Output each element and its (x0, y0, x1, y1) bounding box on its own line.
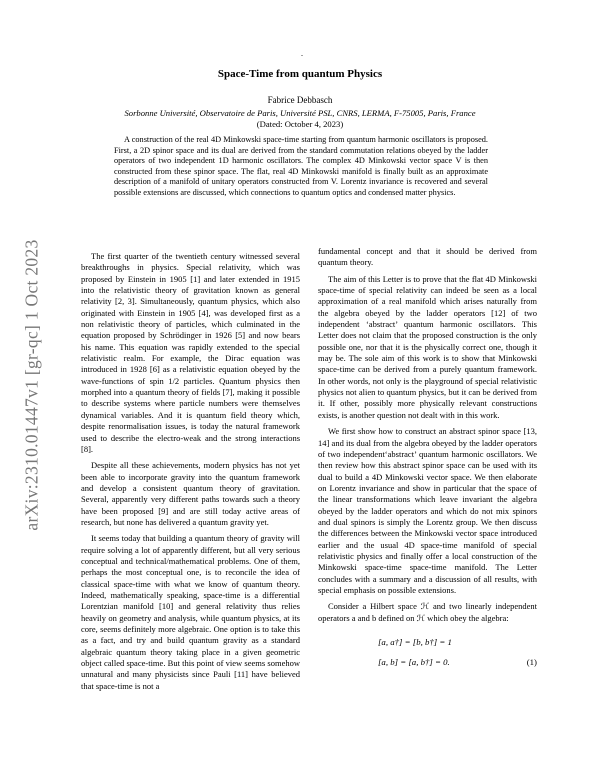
paragraph: fundamental concept and that it should be derived from quantum theory. (318, 246, 537, 268)
paragraph: The aim of this Letter is to prove that the flat 4D Minkowski space-time of special relativity can indeed be seen as a local approximation of a real manifold which arises naturally from the algebra obeyed by the ladder operators [12] of two independent ‘abstract’ quantum harmonic oscillators. This Letter does not claim that the proposed construction is the only possible one, nor that it is the physically correct one, though it may be. The sole aim of this work is to show that Minkowski space-time can be derived from a purely quantum framework. In other words, not only is the playground of special relativistic physics not alien to quantum physics, but it can be derived from it. If other, possibly more physically relevant constructions exists, is another question not dealt with in this work. (318, 273, 537, 420)
equation-number: (1) (526, 657, 537, 667)
author: Fabrice Debbasch (267, 95, 333, 105)
arxiv-sidebar (14, 215, 50, 555)
paper-title: Space-Time from quantum Physics (217, 68, 383, 80)
paragraph: Consider a Hilbert space ℋ and two linearly independent operators a and b defined on ℋ which obey the algebra: (318, 601, 537, 623)
paragraph: It seems today that building a quantum theory of gravity will require solving a lot of apparently different, but all very serious conceptual and technical/mathematical problems. One of them, perhaps the most conceptual one, is to reconcile the idea of classical space-time with what we know of quantum theory. Indeed, mathematically speaking, space-time is a differential Lorentzian manifold [10] and general relativity thus relies heavily on geometry and analysis, while quantum physics, at its core, seems definitely more algebraic. One option is to take this as a fact, and try and build quantum gravity as a standard algebraic quantum theory taking place in a given geometric object called space-time. But this point of view seems somehow unnatural and many physicists since Pauli [11] have believed that space-time is not a (81, 533, 300, 691)
paragraph: Despite all these achievements, modern physics has not yet been able to incorporate gravity into the quantum framework and develop a consistent quantum theory of gravitation. Several, apparently very different paths towards such a theory have been proposed [9] and are still today active areas of research, but none has delivered a quantum gravity yet. (81, 460, 300, 527)
header-mark: . (301, 49, 303, 58)
affiliation: Sorbonne Université, Observatoire de Paris, Université PSL, CNRS, LERMA, F-75005, Paris, France (124, 108, 476, 118)
arxiv-id: arXiv:2310.01447v1 [gr-qc] 1 Oct 2023 (21, 239, 42, 531)
equation-1 (318, 629, 537, 675)
abstract: A construction of the real 4D Minkowski space-time starting from quantum harmonic oscillators is proposed. First, a 2D spinor space and its dual are derived from the standard commutation relations obeyed by the ladder operators of two independent 1D harmonic oscillators. The complex 4D Minkowski vector space V is then constructed from these spinor space. The flat, real 4D Minkowski manifold is finally built as an approximate description of a manifold of unitary operators constructed from V. Lorentz invariance is recovered and several possible extensions are discussed, which connections to quantum optics and condensed matter physics. (114, 135, 488, 197)
paragraph: We first show how to construct an abstract spinor space [13, 14] and its dual from the algebra obeyed by the ladder operators of two independent‘abstract’ quantum harmonic oscillators. We then review how this abstract spinor space can be used with its dual to build a 4D Minkowski vector space. We then elaborate on Lorentz invariance and show in particular that the space of the linear transformations which leave invariant the algebra obeyed by the ladder operators and which do not mix spinors and dual spinors is simply the Lorentz group. We then discuss the differences between the Minkowski vector space introduced earlier and the usual 4D space-time manifold of special relativistic physics and finally offer a local construction of the Minkowski space-time space-time manifold. The Letter concludes with a summary and a discussion of all results, with special emphasis on possible extensions. (318, 426, 537, 595)
paragraph: The first quarter of the twentieth century witnessed several breakthroughs in physics. Special relativity, which was proposed by Einstein in 1905 [1] and later extended in 1915 into the relativistic theory of gravitation known as general relativity [2, 3]. Simultaneously, quantum physics, which also originated with Einstein in 1905 [4], was developed first as a non relativistic theory of particles, which culminated in the equation proposed by Schrödinger in 1926 [5] and now bears his name. This equation was rapidly extended to the special relativistic realm. For example, the Dirac equation was introduced in 1928 [6] as a relativistic equation obeyed by the wave-functions of spin 1/2 particles. Quantum physics then morphed into a quantum theory of fields [7], making it possible to describe systems where particle numbers were themselves dynamical variables. And it is quantum field theory which, despite renormalisation issues, is today the natural framework used to describe the electro-weak and the strong interactions [8]. (81, 251, 300, 454)
date: (Dated: October 4, 2023) (256, 119, 344, 129)
equation-line: [a, b] = [a, b†] = 0. (378, 657, 450, 667)
equation-line: [a, a†] = [b, b†] = 1 (378, 637, 452, 647)
left-column (81, 251, 300, 697)
right-column (318, 246, 537, 675)
